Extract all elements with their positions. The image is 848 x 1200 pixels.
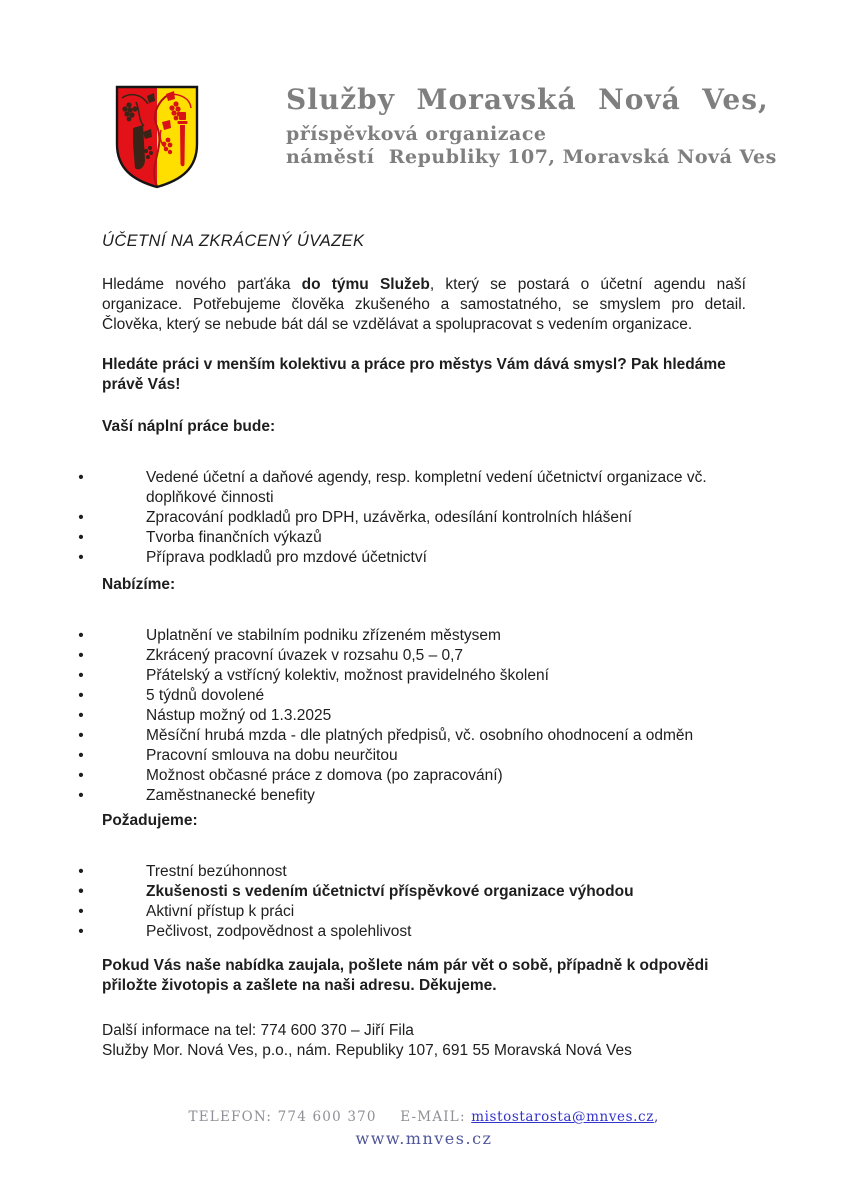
list-item — [78, 766, 746, 786]
intro-text-bold: do týmu Služeb — [301, 276, 430, 293]
list-item-text: Nástup možný od 1.3.2025 — [146, 707, 332, 724]
bullet-icon: • — [78, 903, 84, 920]
list-item-text: Vedené účetní a daňové agendy, resp. kompletní vedení účetnictví organizace vč. doplňkové činnosti — [146, 469, 707, 506]
organization-block — [286, 84, 777, 169]
section-heading-offer: Nabízíme: — [102, 576, 176, 593]
bullet-icon: • — [78, 863, 84, 880]
list-item — [78, 862, 746, 882]
list-item-text: Aktivní přístup k práci — [146, 903, 295, 920]
bullet-icon: • — [78, 883, 84, 900]
list-item — [78, 666, 746, 686]
list-item-text: 5 týdnů dovolené — [146, 687, 265, 704]
list-item-text: Zaměstnanecké benefity — [146, 787, 315, 804]
list-item — [78, 528, 746, 548]
email-label: E-MAIL: — [400, 1109, 466, 1125]
list-item-text: Příprava podkladů pro mzdové účetnictví — [146, 549, 427, 566]
organization-type: příspěvková organizace — [286, 123, 547, 145]
list-item-text: Zpracování podkladů pro DPH, uzávěrka, odesílání kontrolních hlášení — [146, 509, 632, 526]
list-item — [78, 882, 746, 902]
job-posting-body — [0, 231, 848, 1061]
bullet-icon: • — [78, 787, 84, 804]
list-item-text: Přátelský a vstřícný kolektiv, možnost pravidelného školení — [146, 667, 549, 684]
contact-info — [102, 1021, 746, 1061]
email-link[interactable]: mistostarosta@mnves.cz — [471, 1109, 654, 1125]
bullet-icon: • — [78, 647, 84, 664]
worktasks-list — [78, 468, 746, 568]
intro-text-2: , který se postará o účetní agendu naší organizace. Potřebujeme člověka zkušeného a samostatného, se smyslem pro detail. Člověka, který se nebude bát dál se vzdělávat a spolupracovat s vedením organizace. — [102, 276, 746, 333]
list-item-text: Možnost občasné práce z domova (po zapracování) — [146, 767, 503, 784]
list-item — [78, 922, 746, 942]
list-item-text: Pracovní smlouva na dobu neurčitou — [146, 747, 398, 764]
closing-paragraph: Pokud Vás naše nabídka zaujala, pošlete nám pár vět o sobě, případně k odpovědi přiložte životopis a zašlete na naši adresu. Děkujeme. — [102, 957, 709, 994]
bullet-icon: • — [78, 707, 84, 724]
footer-contact-line — [0, 1109, 848, 1125]
list-item — [78, 646, 746, 666]
bullet-icon: • — [78, 767, 84, 784]
list-item — [78, 726, 746, 746]
list-item — [78, 548, 746, 568]
coat-of-arms-icon — [114, 84, 200, 190]
contact-line-phone: Další informace na tel: 774 600 370 – Jiří Fila — [102, 1022, 414, 1039]
list-item-text: Měsíční hrubá mzda - dle platných předpisů, vč. osobního ohodnocení a odměn — [146, 727, 694, 744]
list-item — [78, 686, 746, 706]
contact-line-address: Služby Mor. Nová Ves, p.o., nám. Republiky 107, 691 55 Moravská Nová Ves — [102, 1042, 632, 1059]
list-item-text: Uplatnění ve stabilním podniku zřízeném městysem — [146, 627, 501, 644]
list-item-text: Trestní bezúhonnost — [146, 863, 287, 880]
bullet-icon: • — [78, 687, 84, 704]
requirements-list — [78, 862, 746, 942]
bullet-icon: • — [78, 549, 84, 566]
bullet-icon: • — [78, 727, 84, 744]
phone-value: 774 600 370 — [277, 1109, 377, 1125]
list-item — [78, 626, 746, 646]
email-suffix: , — [653, 1109, 660, 1125]
bullet-icon: • — [78, 529, 84, 546]
intro-paragraph — [102, 275, 746, 335]
bullet-icon: • — [78, 747, 84, 764]
organization-address: náměstí Republiky 107, Moravská Nová Ves — [286, 146, 777, 168]
list-item — [78, 786, 746, 806]
phone-label: TELEFON: — [188, 1109, 273, 1125]
pitch-paragraph: Hledáte práci v menším kolektivu a práce pro městys Vám dává smysl? Pak hledáme právě Vás! — [102, 356, 726, 393]
page-footer — [0, 1109, 848, 1148]
website-text: www.mnves.cz — [355, 1129, 493, 1148]
list-item-text: Pečlivost, zodpovědnost a spolehlivost — [146, 923, 412, 940]
coat-of-arms-logo — [114, 84, 200, 195]
list-item — [78, 468, 746, 508]
organization-name: Služby Moravská Nová Ves, — [286, 83, 769, 116]
section-heading-worktasks: Vaší náplní práce bude: — [102, 418, 276, 435]
offer-list — [78, 626, 746, 806]
list-item — [78, 902, 746, 922]
list-item-text: Zkrácený pracovní úvazek v rozsahu 0,5 – 0,7 — [146, 647, 464, 664]
intro-text-1: Hledáme nového parťáka — [102, 276, 302, 293]
letterhead — [0, 0, 848, 195]
bullet-icon: • — [78, 627, 84, 644]
list-item — [78, 508, 746, 528]
list-item — [78, 746, 746, 766]
section-heading-requirements: Požadujeme: — [102, 812, 198, 829]
bullet-icon: • — [78, 667, 84, 684]
bullet-icon: • — [78, 923, 84, 940]
list-item-text: Tvorba finančních výkazů — [146, 529, 322, 546]
list-item — [78, 706, 746, 726]
job-title: ÚČETNÍ NA ZKRÁCENÝ ÚVAZEK — [102, 232, 365, 250]
list-item-text: Zkušenosti s vedením účetnictví příspěvkové organizace výhodou — [146, 883, 634, 900]
bullet-icon: • — [78, 469, 84, 486]
bullet-icon: • — [78, 509, 84, 526]
